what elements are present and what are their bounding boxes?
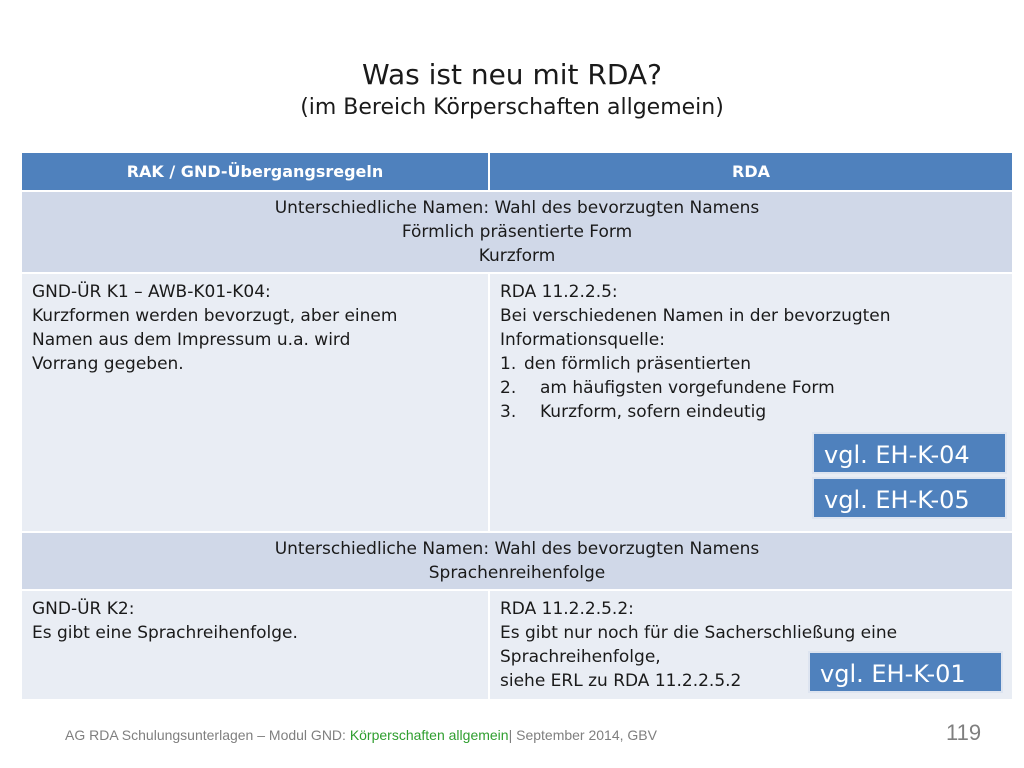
cell-line: Es gibt nur noch für die Sacherschließung eine [500, 623, 898, 643]
cell-line: Sprachreihenfolge, [500, 647, 661, 667]
section1-left-cell [21, 273, 489, 532]
list-item [500, 352, 1002, 376]
cell-line: Vorrang gegeben. [32, 354, 184, 374]
cell-line: Informationsquelle: [500, 330, 665, 350]
banner-line: Förmlich präsentierte Form [401, 222, 633, 242]
section2-left-cell [21, 590, 489, 700]
cell-line: Es gibt eine Sprachreihenfolge. [32, 623, 298, 643]
banner-line: Kurzform [478, 246, 556, 266]
banner-line: Unterschiedliche Namen: Wahl des bevorzugten Namens [274, 198, 760, 218]
header-rak-gnd: RAK / GND-Übergangsregeln [21, 152, 489, 191]
list-text: Kurzform, sofern eindeutig [540, 402, 767, 422]
cell-line: GND-ÜR K1 – AWB-K01-K04: [32, 282, 271, 302]
cell-line: RDA 11.2.2.5.2: [500, 599, 634, 619]
cell-line: Kurzformen werden bevorzugt, aber einem [32, 306, 398, 326]
reference-badge-eh-k-01: vgl. EH-K-01 [808, 651, 1003, 693]
table-header-row [21, 152, 1013, 191]
list-number: 1. [500, 354, 517, 374]
cell-line: Bei verschiedenen Namen in der bevorzugten [500, 306, 891, 326]
section2-banner [21, 532, 1013, 590]
cell-line: RDA 11.2.2.5: [500, 282, 618, 302]
banner-line: Unterschiedliche Namen: Wahl des bevorzugten Namens [274, 539, 760, 559]
reference-badge-eh-k-05: vgl. EH-K-05 [812, 477, 1007, 519]
footer-suffix: | September 2014, GBV [508, 727, 657, 743]
comparison-table [20, 151, 1014, 701]
cell-line: Namen aus dem Impressum u.a. wird [32, 330, 351, 350]
slide-footer [65, 727, 657, 743]
footer-prefix: AG RDA Schulungsunterlagen – Modul GND: [65, 727, 350, 743]
cell-line: siehe ERL zu RDA 11.2.2.5.2 [500, 671, 742, 691]
list-text: am häufigsten vorgefundene Form [540, 378, 835, 398]
list-number: 3. [500, 402, 517, 422]
slide-title: Was ist neu mit RDA? [362, 58, 662, 91]
cell-line: GND-ÜR K2: [32, 599, 135, 619]
section2-banner-row [21, 532, 1013, 590]
footer-highlight: Körperschaften allgemein [349, 727, 509, 743]
header-rda: RDA [489, 152, 1013, 191]
list-text: den förmlich präsentierten [524, 354, 752, 374]
list-item [500, 376, 1002, 400]
banner-line: Sprachenreihenfolge [428, 563, 606, 583]
section1-banner-row [21, 191, 1013, 273]
list-number: 2. [500, 378, 517, 398]
page-number: 119 [946, 720, 982, 745]
list-item [500, 400, 1002, 424]
section1-banner [21, 191, 1013, 273]
reference-badge-eh-k-04: vgl. EH-K-04 [812, 432, 1007, 474]
slide-subtitle: (im Bereich Körperschaften allgemein) [300, 95, 724, 120]
